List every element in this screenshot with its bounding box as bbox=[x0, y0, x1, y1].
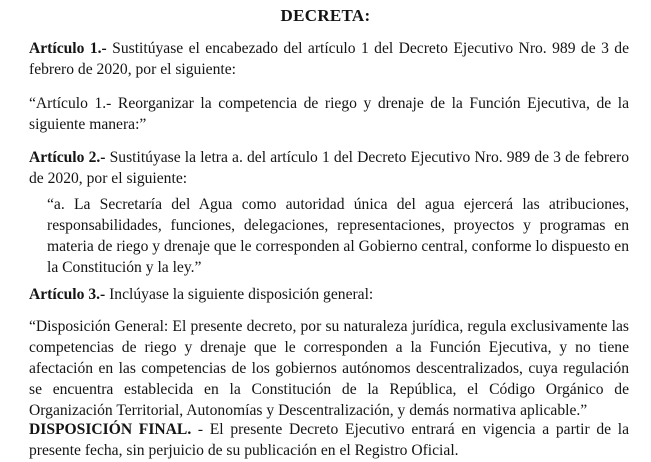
article-2-quote-text: “a. La Secretaría del Agua como autoridad única del agua ejercerá las atribuciones, responsabilidades, funciones, delegaciones, representaciones, proyectos y programas en materia de riego y drenaje que le corresponden al Gobierno central, conforme lo dispuesto en la Constitución y la ley.” bbox=[47, 196, 629, 276]
decree-heading: DECRETA: bbox=[280, 6, 371, 25]
general-provision-quote bbox=[29, 316, 629, 421]
final-provision-text: - El presente Decreto Ejecutivo entrará en vigencia a partir de la presente fecha, sin perjuicio de su publicación en el Registro Oficial. bbox=[29, 421, 629, 459]
final-provision-paragraph bbox=[29, 419, 629, 461]
article-2-text: Sustitúyase la letra a. del artículo 1 del Decreto Ejecutivo Nro. 989 de 3 de febrero de 2020, por el siguiente: bbox=[29, 149, 629, 187]
general-provision-text: “Disposición General: El presente decreto, por su naturaleza jurídica, regula exclusivamente las competencias de riego y drenaje que le corresponden a la Función Ejecutiva, y no tiene afectación en las competencias de los gobiernos autónomos descentralizados, cuya regulación se encuentra establecida en la Constitución de la República, el Código Orgánico de Organización Territorial, Autonomías y Descentralización, y demás normativa aplicable.” bbox=[29, 318, 629, 419]
article-1-paragraph bbox=[29, 38, 629, 80]
article-1-quote bbox=[29, 93, 629, 135]
article-2-quote bbox=[47, 194, 629, 278]
article-3-lead: Artículo 3.- bbox=[29, 286, 106, 303]
article-1-text: Sustitúyase el encabezado del artículo 1 del Decreto Ejecutivo Nro. 989 de 3 de febrero de 2020, por el siguiente: bbox=[29, 40, 629, 78]
article-3-paragraph bbox=[29, 284, 629, 305]
article-3-text: Inclúyase la siguiente disposición general: bbox=[105, 286, 374, 303]
article-1-lead: Artículo 1.- bbox=[29, 40, 107, 57]
article-2-paragraph bbox=[29, 147, 629, 189]
article-2-lead: Artículo 2.- bbox=[29, 149, 106, 166]
article-1-quote-text: “Artículo 1.- Reorganizar la competencia de riego y drenaje de la Función Ejecutiva, de la siguiente manera:” bbox=[29, 95, 629, 133]
final-provision-lead: DISPOSICIÓN FINAL. bbox=[29, 421, 192, 438]
